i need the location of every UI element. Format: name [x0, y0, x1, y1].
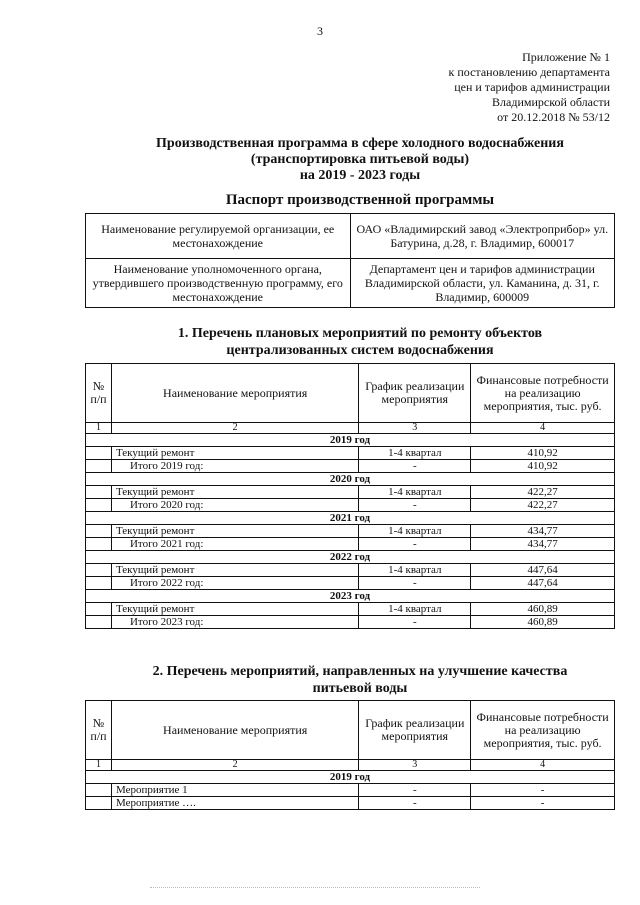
- total-amount: 410,92: [471, 460, 615, 473]
- passport-row: [86, 214, 615, 259]
- column-number: 2: [111, 760, 358, 771]
- event-name: Текущий ремонт: [111, 447, 358, 460]
- header-cell: № п/п: [86, 364, 112, 423]
- event-name: Текущий ремонт: [111, 486, 358, 499]
- appendix-line: Приложение № 1: [522, 50, 610, 64]
- total-schedule: -: [359, 538, 471, 551]
- row-number: [86, 538, 112, 551]
- appendix-line: цен и тарифов администрации: [454, 80, 610, 94]
- title-line: Производственная программа в сфере холодного водоснабжения: [156, 136, 564, 151]
- total-schedule: -: [359, 499, 471, 512]
- column-number: 1: [86, 423, 112, 434]
- total-label: Итого 2023 год:: [111, 616, 358, 629]
- column-number: 2: [111, 423, 358, 434]
- header-cell: График реализации мероприятия: [359, 701, 471, 760]
- year-label: 2023 год: [86, 590, 615, 603]
- repair-events-table: [85, 363, 615, 629]
- total-row: [86, 499, 615, 512]
- row-number: [86, 616, 112, 629]
- passport-label: Наименование регулируемой организации, ее местонахождение: [86, 214, 351, 259]
- event-amount: -: [471, 784, 615, 797]
- total-row: [86, 538, 615, 551]
- event-amount: 410,92: [471, 447, 615, 460]
- header-cell: Наименование мероприятия: [111, 701, 358, 760]
- event-name: Мероприятие 1: [111, 784, 358, 797]
- table-row: [86, 447, 615, 460]
- year-row: [86, 551, 615, 564]
- row-number: [86, 447, 112, 460]
- total-amount: 434,77: [471, 538, 615, 551]
- row-number: [86, 797, 112, 810]
- year-label: 2019 год: [86, 434, 615, 447]
- appendix-line: Владимирской области: [492, 95, 610, 109]
- table-header-row: [86, 701, 615, 760]
- total-label: Итого 2021 год:: [111, 538, 358, 551]
- header-cell: Наименование мероприятия: [111, 364, 358, 423]
- header-cell: График реализации мероприятия: [359, 364, 471, 423]
- header-cell: Финансовые потребности на реализацию мероприятия, тыс. руб.: [471, 364, 615, 423]
- passport-value: ОАО «Владимирский завод «Электроприбор» ул. Батурина, д.28, г. Владимир, 600017: [350, 214, 615, 259]
- row-number: [86, 564, 112, 577]
- total-label: Итого 2020 год:: [111, 499, 358, 512]
- event-name: Мероприятие ….: [111, 797, 358, 810]
- footer-divider: [150, 887, 480, 888]
- section1-title: [0, 325, 640, 359]
- table-header-row: [86, 364, 615, 423]
- total-amount: 460,89: [471, 616, 615, 629]
- header-cell: Финансовые потребности на реализацию мероприятия, тыс. руб.: [471, 701, 615, 760]
- total-label: Итого 2019 год:: [111, 460, 358, 473]
- year-row: [86, 512, 615, 525]
- passport-value: Департамент цен и тарифов администрации Владимирской области, ул. Каманина, д. 31, г. Владимир, 600009: [350, 259, 615, 308]
- event-schedule: 1-4 квартал: [359, 447, 471, 460]
- row-number: [86, 486, 112, 499]
- event-amount: -: [471, 797, 615, 810]
- section1-title-line: централизованных систем водоснабжения: [226, 343, 494, 358]
- year-row: [86, 590, 615, 603]
- column-numbers-row: [86, 760, 615, 771]
- total-row: [86, 616, 615, 629]
- appendix-block: [449, 50, 610, 125]
- row-number: [86, 460, 112, 473]
- column-number: 4: [471, 760, 615, 771]
- passport-label: Наименование уполномоченного органа, утвердившего производственную программу, его местонахождение: [86, 259, 351, 308]
- event-amount: 422,27: [471, 486, 615, 499]
- section2-title-line: питьевой воды: [312, 681, 408, 696]
- total-row: [86, 460, 615, 473]
- table-row: [86, 797, 615, 810]
- document-title: [0, 136, 640, 184]
- year-row: [86, 473, 615, 486]
- total-amount: 447,64: [471, 577, 615, 590]
- year-label: 2022 год: [86, 551, 615, 564]
- table-row: [86, 603, 615, 616]
- passport-table: [85, 213, 615, 308]
- event-name: Текущий ремонт: [111, 603, 358, 616]
- event-name: Текущий ремонт: [111, 564, 358, 577]
- column-number: 3: [359, 423, 471, 434]
- title-line: на 2019 - 2023 годы: [299, 168, 421, 183]
- quality-events-table: [85, 700, 615, 810]
- table-row: [86, 525, 615, 538]
- table-row: [86, 486, 615, 499]
- event-amount: 447,64: [471, 564, 615, 577]
- row-number: [86, 577, 112, 590]
- event-schedule: 1-4 квартал: [359, 525, 471, 538]
- row-number: [86, 499, 112, 512]
- total-label: Итого 2022 год:: [111, 577, 358, 590]
- year-row: [86, 771, 615, 784]
- total-schedule: -: [359, 460, 471, 473]
- year-label: 2021 год: [86, 512, 615, 525]
- column-number: 4: [471, 423, 615, 434]
- section1-title-line: 1. Перечень плановых мероприятий по ремонту объектов: [177, 326, 543, 341]
- passport-title: Паспорт производственной программы: [225, 192, 495, 208]
- section2-title: [0, 663, 640, 697]
- total-schedule: -: [359, 577, 471, 590]
- year-label: 2020 год: [86, 473, 615, 486]
- event-schedule: 1-4 квартал: [359, 486, 471, 499]
- header-cell: № п/п: [86, 701, 112, 760]
- year-row: [86, 434, 615, 447]
- appendix-line: от 20.12.2018 № 53/12: [497, 110, 610, 124]
- column-number: 3: [359, 760, 471, 771]
- total-schedule: -: [359, 616, 471, 629]
- page-number: 3: [317, 24, 323, 38]
- row-number: [86, 784, 112, 797]
- event-schedule: -: [359, 784, 471, 797]
- event-schedule: -: [359, 797, 471, 810]
- section2-title-line: 2. Перечень мероприятий, направленных на улучшение качества: [152, 664, 568, 679]
- title-line: (транспортировка питьевой воды): [250, 152, 470, 167]
- event-schedule: 1-4 квартал: [359, 564, 471, 577]
- event-amount: 460,89: [471, 603, 615, 616]
- total-row: [86, 577, 615, 590]
- total-amount: 422,27: [471, 499, 615, 512]
- year-label: 2019 год: [86, 771, 615, 784]
- column-number: 1: [86, 760, 112, 771]
- row-number: [86, 603, 112, 616]
- table-row: [86, 564, 615, 577]
- event-amount: 434,77: [471, 525, 615, 538]
- passport-row: [86, 259, 615, 308]
- event-schedule: 1-4 квартал: [359, 603, 471, 616]
- column-numbers-row: [86, 423, 615, 434]
- event-name: Текущий ремонт: [111, 525, 358, 538]
- table-row: [86, 784, 615, 797]
- row-number: [86, 525, 112, 538]
- appendix-line: к постановлению департамента: [448, 65, 610, 79]
